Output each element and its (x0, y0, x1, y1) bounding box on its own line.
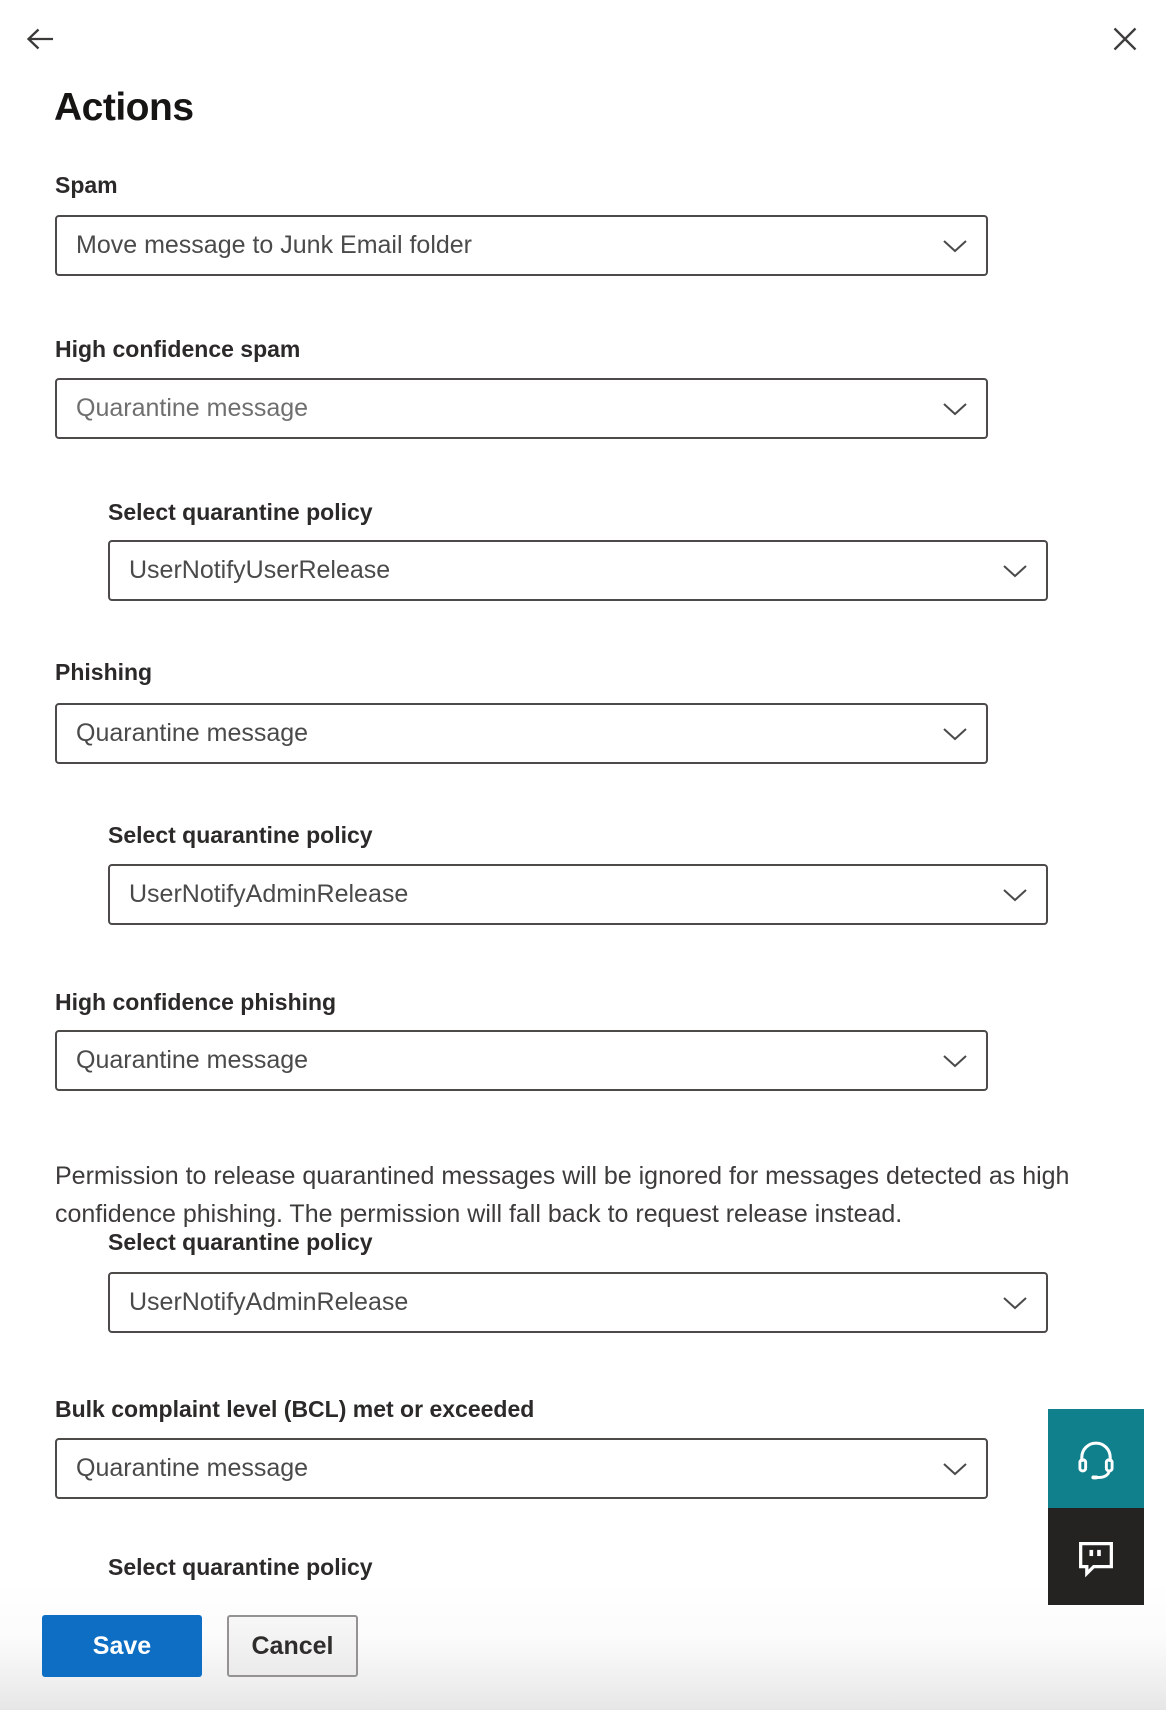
quarantine-policy-value-phishing: UserNotifyAdminRelease (129, 880, 409, 908)
headset-icon (1073, 1436, 1119, 1482)
chevron-down-icon (942, 727, 968, 741)
bcl-label: Bulk complaint level (BCL) met or exceeded (55, 1396, 535, 1422)
cancel-button[interactable]: Cancel (227, 1615, 358, 1677)
footer-bar (0, 1582, 1166, 1710)
quarantine-policy-value-spam: UserNotifyUserRelease (129, 556, 391, 584)
quarantine-policy-dropdown-hcp[interactable] (108, 1272, 1048, 1333)
quarantine-policy-label-spam: Select quarantine policy (108, 499, 373, 525)
phishing-action-value: Quarantine message (76, 719, 309, 747)
quarantine-policy-label-phishing: Select quarantine policy (108, 822, 373, 848)
save-button[interactable]: Save (42, 1615, 202, 1677)
high-confidence-phishing-action-value: Quarantine message (76, 1046, 309, 1074)
chevron-down-icon (942, 402, 968, 416)
spam-action-value: Move message to Junk Email folder (76, 231, 473, 259)
quarantine-policy-value-hcp: UserNotifyAdminRelease (129, 1288, 409, 1316)
close-icon (1110, 24, 1140, 54)
chat-bubble-icon (1073, 1534, 1119, 1580)
high-confidence-phishing-label: High confidence phishing (55, 989, 337, 1015)
arrow-left-icon (22, 24, 58, 54)
feedback-button[interactable] (1048, 1508, 1144, 1605)
close-button[interactable] (1110, 24, 1140, 54)
quarantine-policy-dropdown-spam[interactable] (108, 540, 1048, 601)
phishing-action-dropdown[interactable] (55, 703, 988, 764)
high-confidence-spam-action-value: Quarantine message (76, 394, 309, 422)
bcl-action-dropdown[interactable] (55, 1438, 988, 1499)
chevron-down-icon (942, 1054, 968, 1068)
high-confidence-spam-action-dropdown[interactable] (55, 378, 988, 439)
high-confidence-phishing-action-dropdown[interactable] (55, 1030, 988, 1091)
chevron-down-icon (1002, 564, 1028, 578)
high-confidence-spam-label: High confidence spam (55, 336, 301, 362)
back-button[interactable] (22, 24, 58, 54)
chevron-down-icon (1002, 888, 1028, 902)
chevron-down-icon (942, 239, 968, 253)
spam-action-dropdown[interactable] (55, 215, 988, 276)
quarantine-policy-label-bcl: Select quarantine policy (108, 1554, 373, 1580)
quarantine-policy-label-hcp: Select quarantine policy (108, 1229, 373, 1255)
help-button[interactable] (1048, 1409, 1144, 1508)
bcl-action-value: Quarantine message (76, 1454, 309, 1482)
chevron-down-icon (942, 1462, 968, 1476)
quarantine-policy-dropdown-phishing[interactable] (108, 864, 1048, 925)
chevron-down-icon (1002, 1296, 1028, 1310)
phishing-label: Phishing (55, 659, 153, 685)
page-title: Actions (54, 86, 194, 129)
spam-label: Spam (55, 172, 118, 198)
high-confidence-phishing-note: Permission to release quarantined messages will be ignored for messages detected as high confidence phishing. The permission will fall back to request release instead. (55, 1162, 1070, 1228)
